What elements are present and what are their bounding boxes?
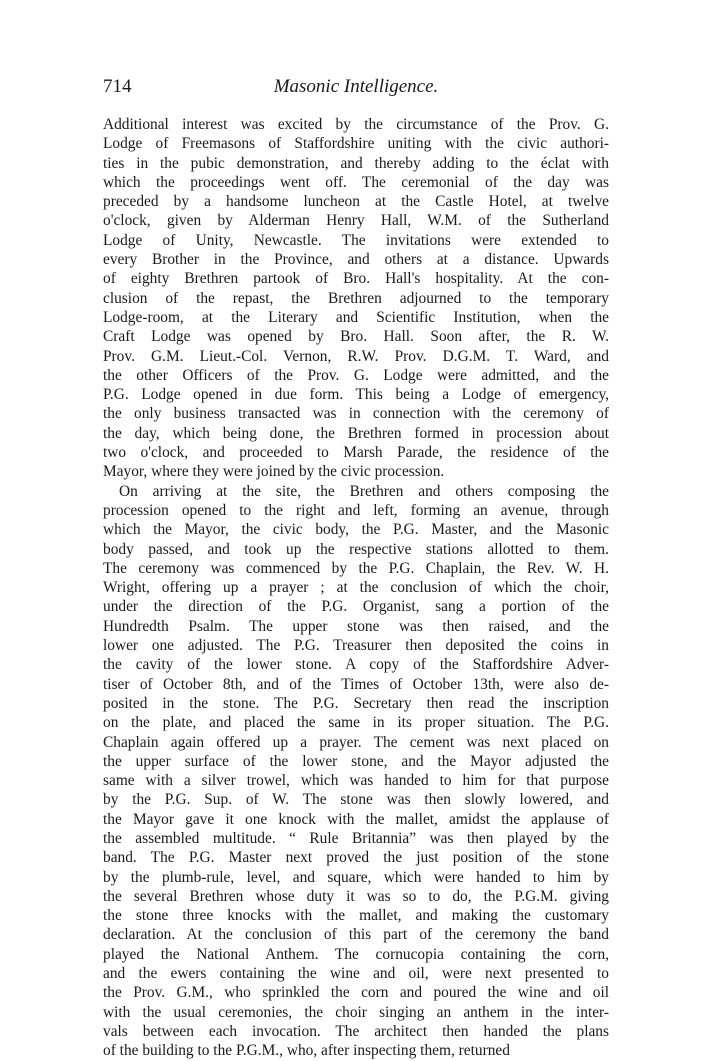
text-line: under the direction of the P.G. Organist, sang a portion of the bbox=[103, 598, 609, 616]
text-line: posited in the stone. The P.G. Secretary then read the inscription bbox=[103, 694, 609, 712]
text-line: band. The P.G. Master next proved the just position of the stone bbox=[103, 849, 609, 867]
text-line: with the usual ceremonies, the choir singing an anthem in the inter- bbox=[103, 1003, 609, 1021]
text-line: Lodge of Freemasons of Staffordshire uniting with the civic authori- bbox=[103, 135, 609, 153]
text-line: P.G. Lodge opened in due form. This being a Lodge of emergency, bbox=[103, 386, 609, 404]
text-line: the several Brethren whose duty it was so to do, the P.G.M. giving bbox=[103, 887, 609, 905]
paragraph bbox=[103, 115, 609, 482]
text-line: Craft Lodge was opened by Bro. Hall. Soon after, the R. W. bbox=[103, 328, 609, 346]
page-number: 714 bbox=[103, 76, 132, 97]
text-line: Additional interest was excited by the circumstance of the Prov. G. bbox=[103, 116, 609, 133]
text-line: and the ewers containing the wine and oil, were next presented to bbox=[103, 965, 609, 983]
text-line: Prov. G.M. Lieut.-Col. Vernon, R.W. Prov. D.G.M. T. Ward, and bbox=[103, 347, 609, 365]
paragraph bbox=[103, 482, 609, 1061]
text-line: the upper surface of the lower stone, and the Mayor adjusted the bbox=[103, 752, 609, 770]
text-line: played the National Anthem. The cornucopia containing the corn, bbox=[103, 945, 609, 963]
text-line: on the plate, and placed the same in its proper situation. The P.G. bbox=[103, 714, 609, 732]
text-line: which the proceedings went off. The ceremonial of the day was bbox=[103, 173, 609, 191]
text-line: the day, which being done, the Brethren formed in procession about bbox=[103, 424, 609, 442]
text-line: Mayor, where they were joined by the civic procession. bbox=[103, 463, 445, 481]
text-line: which the Mayor, the civic body, the P.G. Master, and the Masonic bbox=[103, 521, 609, 539]
page-header bbox=[103, 76, 609, 102]
text-line: the Mayor gave it one knock with the mallet, amidst the applause of bbox=[103, 810, 609, 828]
text-line: the other Officers of the Prov. G. Lodge were admitted, and the bbox=[103, 366, 609, 384]
text-line: procession opened to the right and left, forming an avenue, through bbox=[103, 501, 609, 519]
text-line: o'clock, given by Alderman Henry Hall, W.M. of the Sutherland bbox=[103, 212, 609, 230]
text-line: Hundredth Psalm. The upper stone was then raised, and the bbox=[103, 617, 609, 635]
text-line: two o'clock, and proceeded to Marsh Parade, the residence of the bbox=[103, 444, 609, 462]
text-line: vals between each invocation. The architect then handed the plans bbox=[103, 1022, 609, 1040]
text-line: declaration. At the conclusion of this part of the ceremony the band bbox=[103, 926, 609, 944]
text-line: Lodge of Unity, Newcastle. The invitations were extended to bbox=[103, 231, 609, 249]
text-line: On arriving at the site, the Brethren and others composing the bbox=[119, 482, 609, 500]
text-line: by the plumb-rule, level, and square, which were handed to him by bbox=[103, 868, 609, 886]
text-line: Chaplain again offered up a prayer. The cement was next placed on bbox=[103, 733, 609, 751]
text-line: Wright, offering up a prayer ; at the conclusion of which the choir, bbox=[103, 579, 609, 597]
text-line: clusion of the repast, the Brethren adjourned to the temporary bbox=[103, 289, 609, 307]
text-line: of eighty Brethren partook of Bro. Hall's hospitality. At the con- bbox=[103, 270, 609, 288]
text-line: lower one adjusted. The P.G. Treasurer then deposited the coins in bbox=[103, 637, 609, 655]
text-line: Lodge-room, at the Literary and Scientific Institution, when the bbox=[103, 308, 609, 326]
text-line: same with a silver trowel, which was handed to him for that purpose bbox=[103, 772, 609, 790]
text-line: the Prov. G.M., who sprinkled the corn and poured the wine and oil bbox=[103, 984, 609, 1002]
text-line: by the P.G. Sup. of W. The stone was then slowly lowered, and bbox=[103, 791, 609, 809]
text-line: every Brother in the Province, and others at a distance. Upwards bbox=[103, 251, 609, 269]
text-line: the cavity of the lower stone. A copy of the Staffordshire Adver- bbox=[103, 656, 609, 674]
text-line: of the building to the P.G.M., who, after inspecting them, returned bbox=[103, 1042, 510, 1060]
body-text bbox=[103, 115, 609, 1061]
text-line: body passed, and took up the respective stations allotted to them. bbox=[103, 540, 609, 558]
text-line: the assembled multitude. “ Rule Britannia” was then played by the bbox=[103, 829, 609, 847]
text-line: the stone three knocks with the mallet, and making the customary bbox=[103, 907, 609, 925]
text-line: preceded by a handsome luncheon at the Castle Hotel, at twelve bbox=[103, 193, 609, 211]
text-line: The ceremony was commenced by the P.G. Chaplain, the Rev. W. H. bbox=[103, 559, 609, 577]
text-line: the only business transacted was in connection with the ceremony of bbox=[103, 405, 609, 423]
text-line: tiser of October 8th, and of the Times of October 13th, were also de- bbox=[103, 675, 609, 693]
running-title: Masonic Intelligence. bbox=[273, 76, 439, 97]
text-line: ties in the pubic demonstration, and thereby adding to the éclat with bbox=[103, 154, 609, 172]
